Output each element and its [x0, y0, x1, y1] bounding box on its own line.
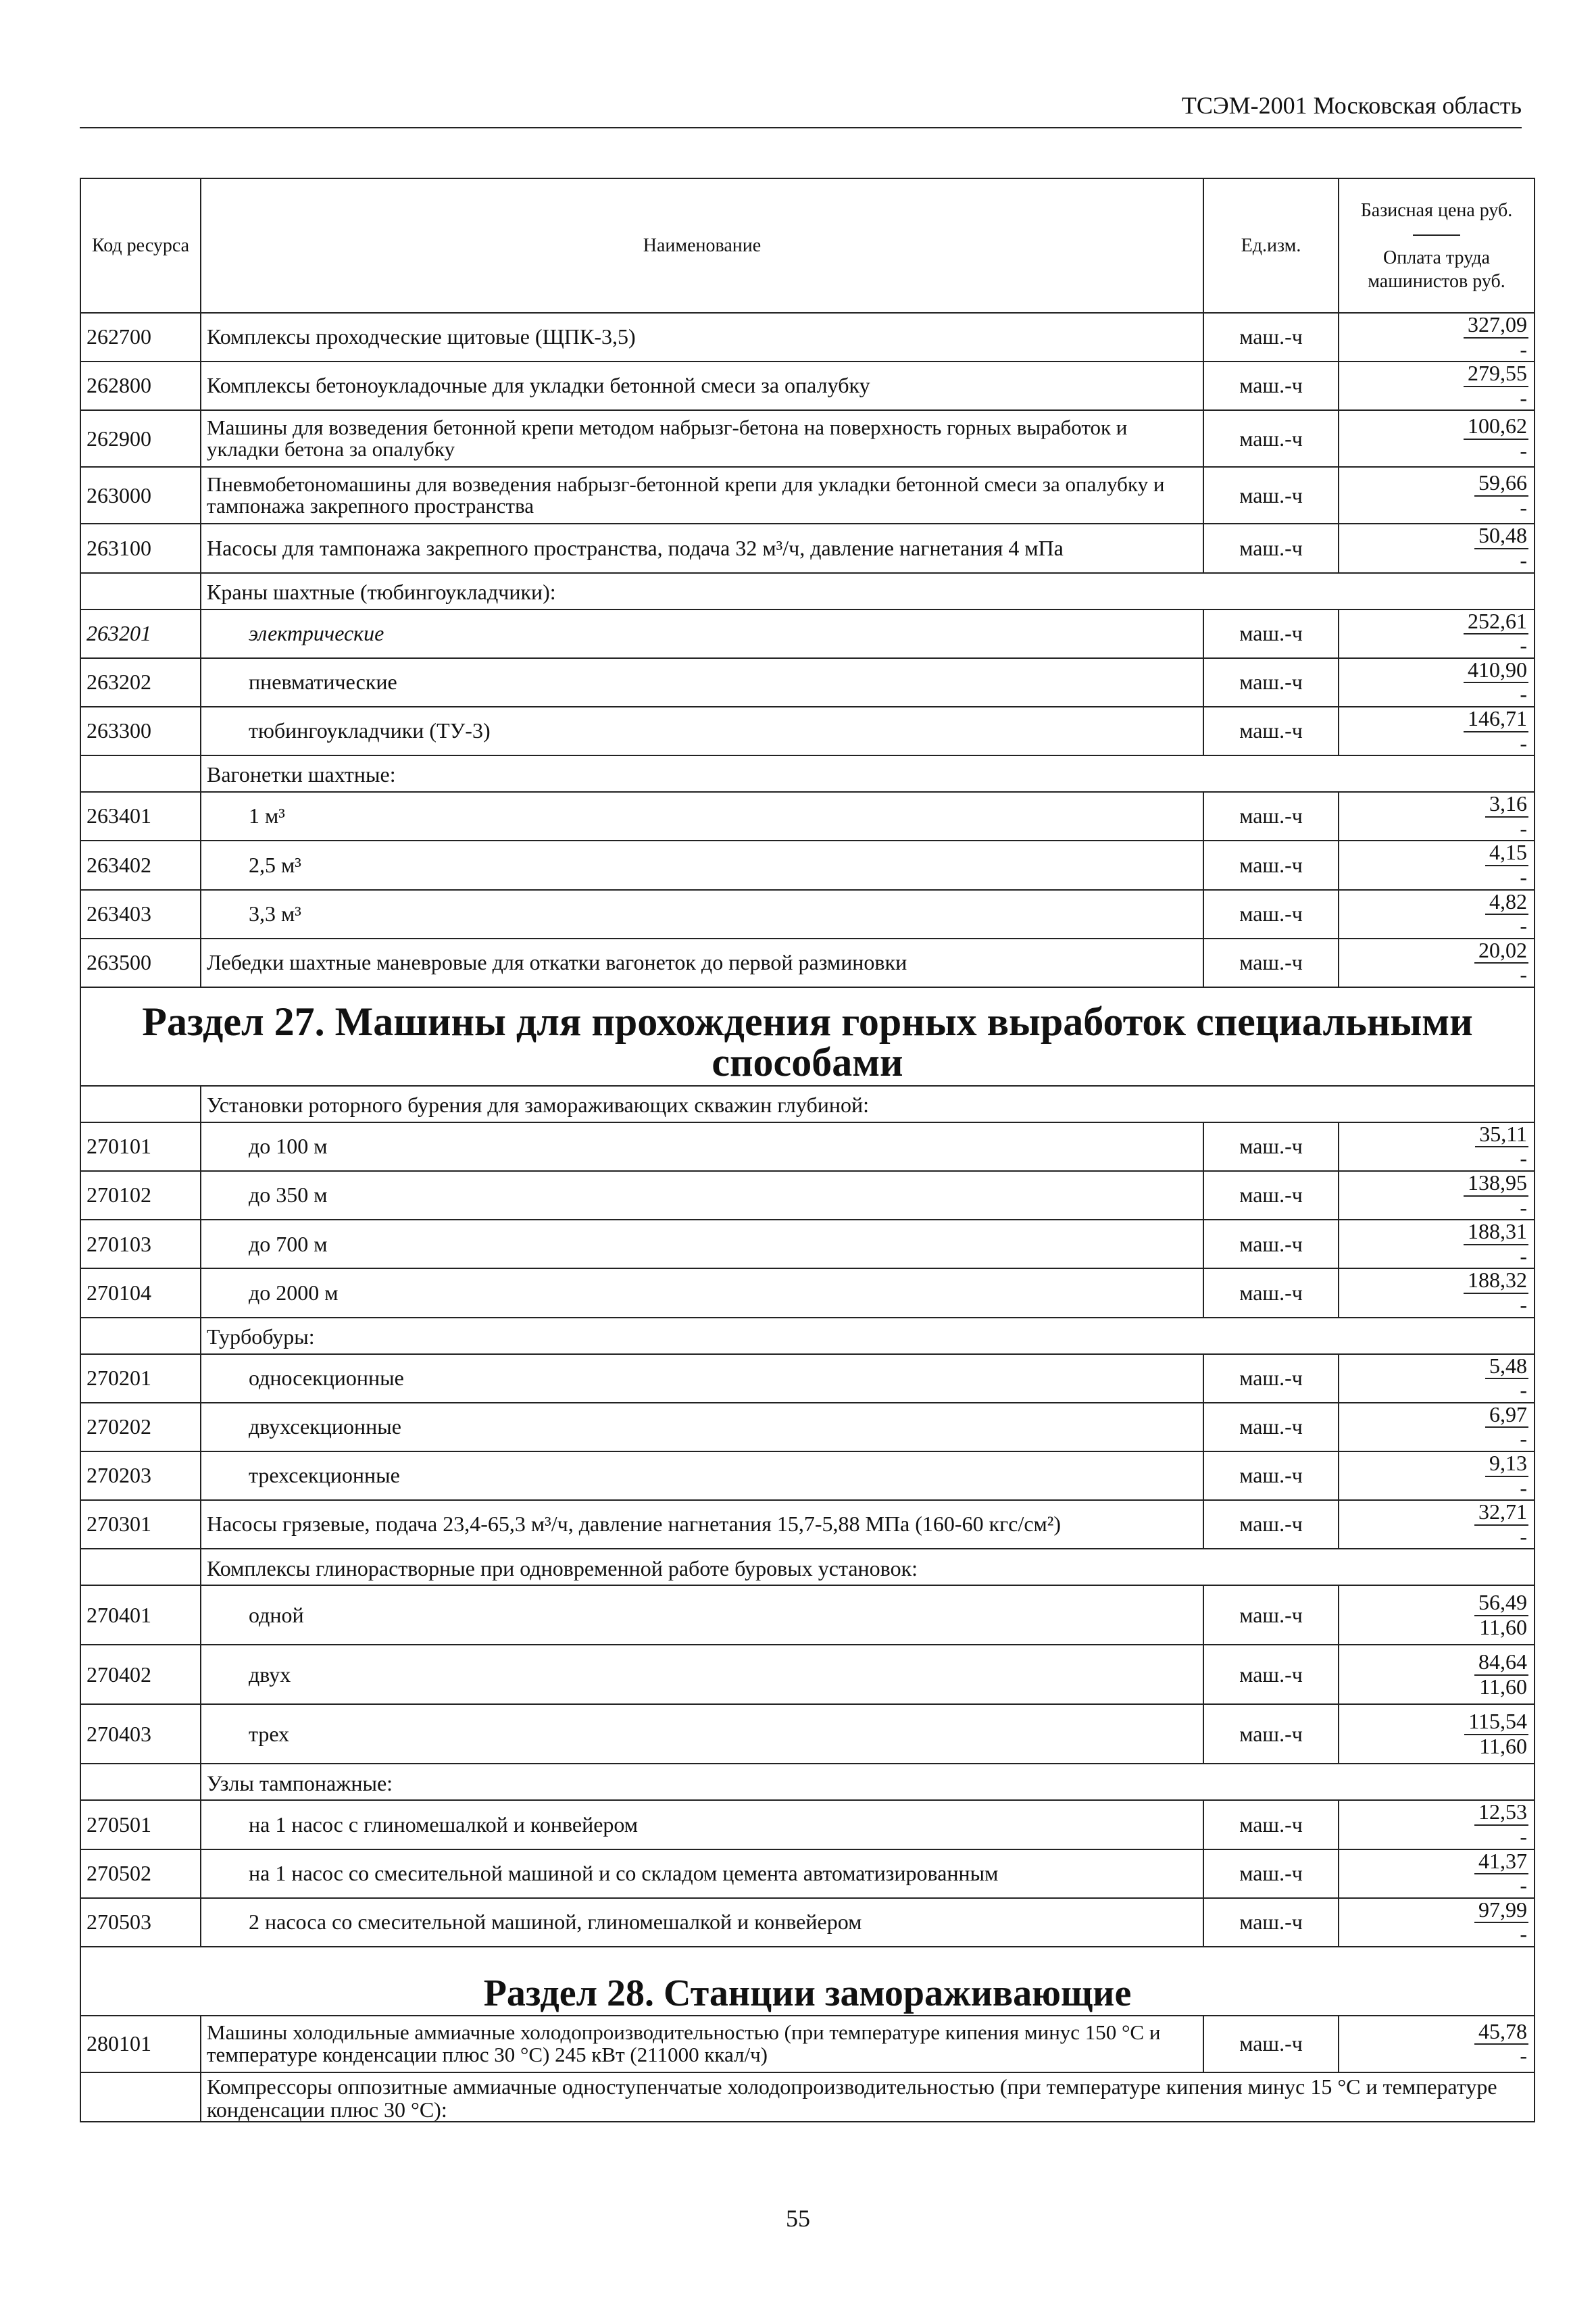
base-price: 35,11 — [1475, 1123, 1528, 1148]
group-row — [80, 1086, 1535, 1122]
resource-unit: маш.-ч — [1203, 1451, 1339, 1500]
price-value — [1474, 1801, 1528, 1848]
resource-unit: маш.-ч — [1203, 841, 1339, 889]
resource-unit: маш.-ч — [1203, 410, 1339, 467]
header-name: Наименование — [201, 178, 1203, 313]
resource-price-cell — [1339, 1800, 1535, 1849]
base-price: 50,48 — [1474, 524, 1528, 549]
resource-code: 263300 — [80, 707, 201, 755]
price-value — [1474, 524, 1528, 572]
operator-wage: - — [1520, 1524, 1527, 1549]
resource-unit: маш.-ч — [1203, 524, 1339, 572]
base-price: 59,66 — [1474, 472, 1528, 497]
resource-name: Лебедки шахтные маневровые для откатки вагонеток до первой разминовки — [201, 939, 1203, 987]
resource-unit: маш.-ч — [1203, 707, 1339, 755]
table-row — [80, 658, 1535, 707]
base-price: 84,64 — [1474, 1651, 1528, 1676]
resource-price-cell — [1339, 1704, 1535, 1764]
table-row — [80, 1800, 1535, 1849]
table-row — [80, 2016, 1535, 2072]
group-code-cell — [80, 2072, 201, 2122]
price-value — [1464, 1269, 1528, 1316]
page-number: 55 — [786, 2205, 810, 2232]
resource-name: до 350 м — [201, 1171, 1203, 1220]
base-price: 146,71 — [1464, 707, 1528, 732]
price-value — [1464, 1710, 1528, 1758]
resource-price-cell — [1339, 1585, 1535, 1645]
resource-table — [80, 178, 1535, 2122]
header-divider — [1413, 234, 1460, 236]
operator-wage: - — [1520, 1873, 1527, 1898]
price-value — [1485, 891, 1528, 938]
resource-unit: маш.-ч — [1203, 467, 1339, 524]
resource-unit: маш.-ч — [1203, 1268, 1339, 1317]
price-value — [1474, 1899, 1528, 1946]
resource-price-cell — [1339, 524, 1535, 572]
operator-wage: - — [1520, 1243, 1527, 1268]
base-price: 252,61 — [1464, 610, 1528, 635]
group-title: Компрессоры оппозитные аммиачные одноступенчатые холодопроизводительностью (при температуре кипения минус 15 °С и температуре конденсации плюс 30 °С): — [201, 2072, 1535, 2122]
resource-name: Комплексы бетоноукладочные для укладки бетонной смеси за опалубку — [201, 362, 1203, 410]
resource-code: 270201 — [80, 1354, 201, 1403]
price-value — [1464, 707, 1528, 755]
table-header-row — [80, 178, 1535, 313]
resource-unit: маш.-ч — [1203, 1585, 1339, 1645]
base-price: 97,99 — [1474, 1899, 1528, 1924]
resource-price-cell — [1339, 658, 1535, 707]
resource-name: трехсекционные — [201, 1451, 1203, 1500]
resource-unit: маш.-ч — [1203, 609, 1339, 658]
resource-name: 2 насоса со смесительной машиной, глиномешалкой и конвейером — [201, 1898, 1203, 1947]
resource-code: 263100 — [80, 524, 201, 572]
resource-price-cell — [1339, 1849, 1535, 1898]
base-price: 279,55 — [1464, 362, 1528, 387]
resource-code: 262900 — [80, 410, 201, 467]
table-row — [80, 1403, 1535, 1451]
operator-wage: - — [1520, 547, 1527, 572]
resource-name: на 1 насос со смесительной машиной и со складом цемента автоматизированным — [201, 1849, 1203, 1898]
section-row — [80, 1947, 1535, 2016]
resource-code: 270402 — [80, 1645, 201, 1704]
resource-code: 263000 — [80, 467, 201, 524]
resource-code: 262700 — [80, 313, 201, 362]
base-price: 188,32 — [1464, 1269, 1528, 1294]
resource-unit: маш.-ч — [1203, 1645, 1339, 1704]
resource-price-cell — [1339, 1354, 1535, 1403]
resource-code: 270103 — [80, 1220, 201, 1268]
base-price: 3,16 — [1485, 793, 1528, 818]
operator-wage: - — [1520, 962, 1527, 987]
operator-wage: - — [1520, 682, 1527, 707]
price-value — [1475, 1123, 1528, 1170]
resource-name: до 100 м — [201, 1122, 1203, 1171]
operator-wage: 11,60 — [1479, 1733, 1527, 1758]
operator-wage: - — [1520, 1922, 1527, 1947]
price-value — [1464, 314, 1528, 361]
resource-code: 263401 — [80, 792, 201, 841]
operator-wage: - — [1520, 730, 1527, 755]
table-row — [80, 1268, 1535, 1317]
table-row — [80, 1451, 1535, 1500]
resource-code: 270203 — [80, 1451, 201, 1500]
group-title: Краны шахтные (тюбингоукладчики): — [201, 573, 1535, 609]
price-value — [1474, 472, 1528, 519]
section-title: Раздел 28. Станции замораживающие — [80, 1947, 1535, 2016]
resource-name: Комплексы проходческие щитовые (ЩПК-3,5) — [201, 313, 1203, 362]
base-price: 32,71 — [1474, 1501, 1528, 1526]
table-row — [80, 1354, 1535, 1403]
group-row — [80, 1764, 1535, 1800]
resource-price-cell — [1339, 890, 1535, 939]
resource-price-cell — [1339, 467, 1535, 524]
resource-name: до 2000 м — [201, 1268, 1203, 1317]
base-price: 6,97 — [1485, 1403, 1528, 1428]
resource-code: 270104 — [80, 1268, 201, 1317]
table-row — [80, 1122, 1535, 1171]
base-price: 41,37 — [1474, 1850, 1528, 1875]
table-row — [80, 1849, 1535, 1898]
resource-unit: маш.-ч — [1203, 362, 1339, 410]
resource-price-cell — [1339, 1898, 1535, 1947]
resource-unit: маш.-ч — [1203, 313, 1339, 362]
resource-name: Насосы грязевые, подача 23,4-65,3 м³/ч, давление нагнетания 15,7-5,88 МПа (160-60 кгс/см²) — [201, 1500, 1203, 1549]
operator-wage: - — [1520, 1195, 1527, 1220]
group-row — [80, 1318, 1535, 1354]
header-title: ТСЭМ-2001 Московская область — [1181, 92, 1522, 119]
price-value — [1474, 1501, 1528, 1548]
header-price-bottom: Оплата труда машинистов руб. — [1368, 247, 1505, 292]
resource-unit: маш.-ч — [1203, 792, 1339, 841]
resource-name: электрические — [201, 609, 1203, 658]
header-rule — [80, 127, 1522, 128]
resource-name: Машины холодильные аммиачные холодопроизводительностью (при температуре кипения минус 150 °С и температуре конденсации плюс 30 °С) 245 кВт (211000 ккал/ч) — [201, 2016, 1203, 2072]
resource-code: 263202 — [80, 658, 201, 707]
group-code-cell — [80, 1086, 201, 1122]
base-price: 5,48 — [1485, 1355, 1528, 1380]
resource-code: 270202 — [80, 1403, 201, 1451]
table-row — [80, 609, 1535, 658]
price-value — [1464, 659, 1528, 706]
table-row — [80, 792, 1535, 841]
table-row — [80, 467, 1535, 524]
resource-unit: маш.-ч — [1203, 1800, 1339, 1849]
table-row — [80, 939, 1535, 987]
group-row — [80, 755, 1535, 792]
group-row — [80, 1549, 1535, 1585]
price-value — [1474, 2020, 1528, 2068]
resource-unit: маш.-ч — [1203, 1849, 1339, 1898]
base-price: 4,82 — [1485, 891, 1528, 916]
operator-wage: 11,60 — [1479, 1674, 1527, 1699]
table-row — [80, 1171, 1535, 1220]
group-title: Вагонетки шахтные: — [201, 755, 1535, 792]
resource-code: 263403 — [80, 890, 201, 939]
resource-name: 2,5 м³ — [201, 841, 1203, 889]
operator-wage: - — [1520, 2043, 1527, 2068]
price-value — [1464, 415, 1528, 462]
price-value — [1464, 1220, 1528, 1268]
group-title: Установки роторного бурения для замораживающих скважин глубиной: — [201, 1086, 1535, 1122]
header-price — [1339, 178, 1535, 313]
base-price: 12,53 — [1474, 1801, 1528, 1826]
resource-price-cell — [1339, 1171, 1535, 1220]
resource-name: Машины для возведения бетонной крепи методом набрызг-бетона на поверхность горных выработок и укладки бетона за опалубку — [201, 410, 1203, 467]
resource-name: до 700 м — [201, 1220, 1203, 1268]
table-row — [80, 1645, 1535, 1704]
resource-unit: маш.-ч — [1203, 1898, 1339, 1947]
resource-name: Пневмобетономашины для возведения набрызг-бетонной крепи для укладки бетонной смеси за опалубку и тампонажа закрепного пространства — [201, 467, 1203, 524]
operator-wage: 11,60 — [1479, 1614, 1527, 1639]
table-row — [80, 524, 1535, 572]
group-row — [80, 573, 1535, 609]
table-row — [80, 313, 1535, 362]
resource-unit: маш.-ч — [1203, 890, 1339, 939]
table-row — [80, 410, 1535, 467]
operator-wage: - — [1520, 1293, 1527, 1318]
table-row — [80, 841, 1535, 889]
table-row — [80, 1220, 1535, 1268]
group-code-cell — [80, 1318, 201, 1354]
resource-name: 3,3 м³ — [201, 890, 1203, 939]
operator-wage: - — [1520, 864, 1527, 889]
group-code-cell — [80, 573, 201, 609]
resource-unit: маш.-ч — [1203, 1500, 1339, 1549]
base-price: 9,13 — [1485, 1452, 1528, 1477]
resource-price-cell — [1339, 707, 1535, 755]
group-title: Комплексы глинорастворные при одновременной работе буровых установок: — [201, 1549, 1535, 1585]
operator-wage: - — [1520, 337, 1527, 362]
resource-price-cell — [1339, 1122, 1535, 1171]
resource-unit: маш.-ч — [1203, 1403, 1339, 1451]
group-code-cell — [80, 1764, 201, 1800]
price-value — [1474, 1651, 1528, 1698]
base-price: 138,95 — [1464, 1172, 1528, 1197]
resource-price-cell — [1339, 1451, 1535, 1500]
operator-wage: - — [1520, 495, 1527, 520]
resource-code: 270502 — [80, 1849, 201, 1898]
group-code-cell — [80, 1549, 201, 1585]
resource-unit: маш.-ч — [1203, 658, 1339, 707]
price-value — [1464, 362, 1528, 409]
resource-unit: маш.-ч — [1203, 1122, 1339, 1171]
base-price: 4,15 — [1485, 841, 1528, 866]
operator-wage: - — [1520, 914, 1527, 939]
resource-code: 270503 — [80, 1898, 201, 1947]
resource-code: 270401 — [80, 1585, 201, 1645]
base-price: 45,78 — [1474, 2020, 1528, 2045]
resource-unit: маш.-ч — [1203, 2016, 1339, 2072]
resource-name: двухсекционные — [201, 1403, 1203, 1451]
resource-name: тюбингоукладчики (ТУ-3) — [201, 707, 1203, 755]
price-value — [1485, 1355, 1528, 1402]
resource-price-cell — [1339, 841, 1535, 889]
resource-price-cell — [1339, 792, 1535, 841]
base-price: 100,62 — [1464, 415, 1528, 440]
resource-code: 263500 — [80, 939, 201, 987]
resource-price-cell — [1339, 410, 1535, 467]
resource-unit: маш.-ч — [1203, 1171, 1339, 1220]
table-row — [80, 1898, 1535, 1947]
price-value — [1464, 610, 1528, 657]
resource-name: Насосы для тампонажа закрепного пространства, подача 32 м³/ч, давление нагнетания 4 мПа — [201, 524, 1203, 572]
resource-name: двух — [201, 1645, 1203, 1704]
resource-price-cell — [1339, 1268, 1535, 1317]
base-price: 327,09 — [1464, 314, 1528, 339]
base-price: 20,02 — [1474, 939, 1528, 964]
header-unit: Ед.изм. — [1203, 178, 1339, 313]
operator-wage: - — [1520, 1824, 1527, 1849]
resource-price-cell — [1339, 362, 1535, 410]
resource-code: 270403 — [80, 1704, 201, 1764]
resource-code: 262800 — [80, 362, 201, 410]
price-value — [1474, 939, 1528, 987]
resource-price-cell — [1339, 939, 1535, 987]
resource-price-cell — [1339, 1500, 1535, 1549]
resource-name: трех — [201, 1704, 1203, 1764]
base-price: 115,54 — [1464, 1710, 1528, 1735]
table-row — [80, 1585, 1535, 1645]
resource-unit: маш.-ч — [1203, 1220, 1339, 1268]
price-value — [1474, 1850, 1528, 1897]
resource-price-cell — [1339, 2016, 1535, 2072]
resource-code: 270301 — [80, 1500, 201, 1549]
resource-name: односекционные — [201, 1354, 1203, 1403]
resource-code: 270102 — [80, 1171, 201, 1220]
header-price-top: Базисная цена руб. — [1360, 199, 1513, 221]
resource-code: 280101 — [80, 2016, 201, 2072]
price-value — [1485, 1403, 1528, 1451]
table-row — [80, 362, 1535, 410]
base-price: 410,90 — [1464, 659, 1528, 684]
resource-unit: маш.-ч — [1203, 1354, 1339, 1403]
group-code-cell — [80, 755, 201, 792]
operator-wage: - — [1520, 633, 1527, 658]
price-value — [1485, 841, 1528, 889]
operator-wage: - — [1520, 385, 1527, 410]
table-row — [80, 1500, 1535, 1549]
resource-name: пневматические — [201, 658, 1203, 707]
group-title: Узлы тампонажные: — [201, 1764, 1535, 1800]
section-title: Раздел 27. Машины для прохождения горных выработок специальными способами — [80, 987, 1535, 1086]
price-value — [1485, 793, 1528, 840]
resource-code: 270101 — [80, 1122, 201, 1171]
operator-wage: - — [1520, 816, 1527, 841]
table-row — [80, 1704, 1535, 1764]
operator-wage: - — [1520, 1378, 1527, 1403]
table-row — [80, 890, 1535, 939]
group-title: Турбобуры: — [201, 1318, 1535, 1354]
resource-name: на 1 насос с глиномешалкой и конвейером — [201, 1800, 1203, 1849]
base-price: 188,31 — [1464, 1220, 1528, 1245]
resource-code: 263201 — [80, 609, 201, 658]
resource-price-cell — [1339, 313, 1535, 362]
resource-price-cell — [1339, 609, 1535, 658]
section-row — [80, 987, 1535, 1086]
price-value — [1474, 1591, 1528, 1639]
operator-wage: - — [1520, 1146, 1527, 1171]
operator-wage: - — [1520, 1426, 1527, 1451]
group-row — [80, 2072, 1535, 2122]
resource-price-cell — [1339, 1403, 1535, 1451]
operator-wage: - — [1520, 1475, 1527, 1500]
header-code: Код ресурса — [80, 178, 201, 313]
resource-price-cell — [1339, 1645, 1535, 1704]
price-value — [1464, 1172, 1528, 1219]
resource-unit: маш.-ч — [1203, 1704, 1339, 1764]
resource-price-cell — [1339, 1220, 1535, 1268]
table-row — [80, 707, 1535, 755]
operator-wage: - — [1520, 438, 1527, 463]
base-price: 56,49 — [1474, 1591, 1528, 1616]
resource-unit: маш.-ч — [1203, 939, 1339, 987]
resource-code: 263402 — [80, 841, 201, 889]
resource-code: 270501 — [80, 1800, 201, 1849]
resource-name: одной — [201, 1585, 1203, 1645]
resource-name: 1 м³ — [201, 792, 1203, 841]
price-value — [1485, 1452, 1528, 1499]
